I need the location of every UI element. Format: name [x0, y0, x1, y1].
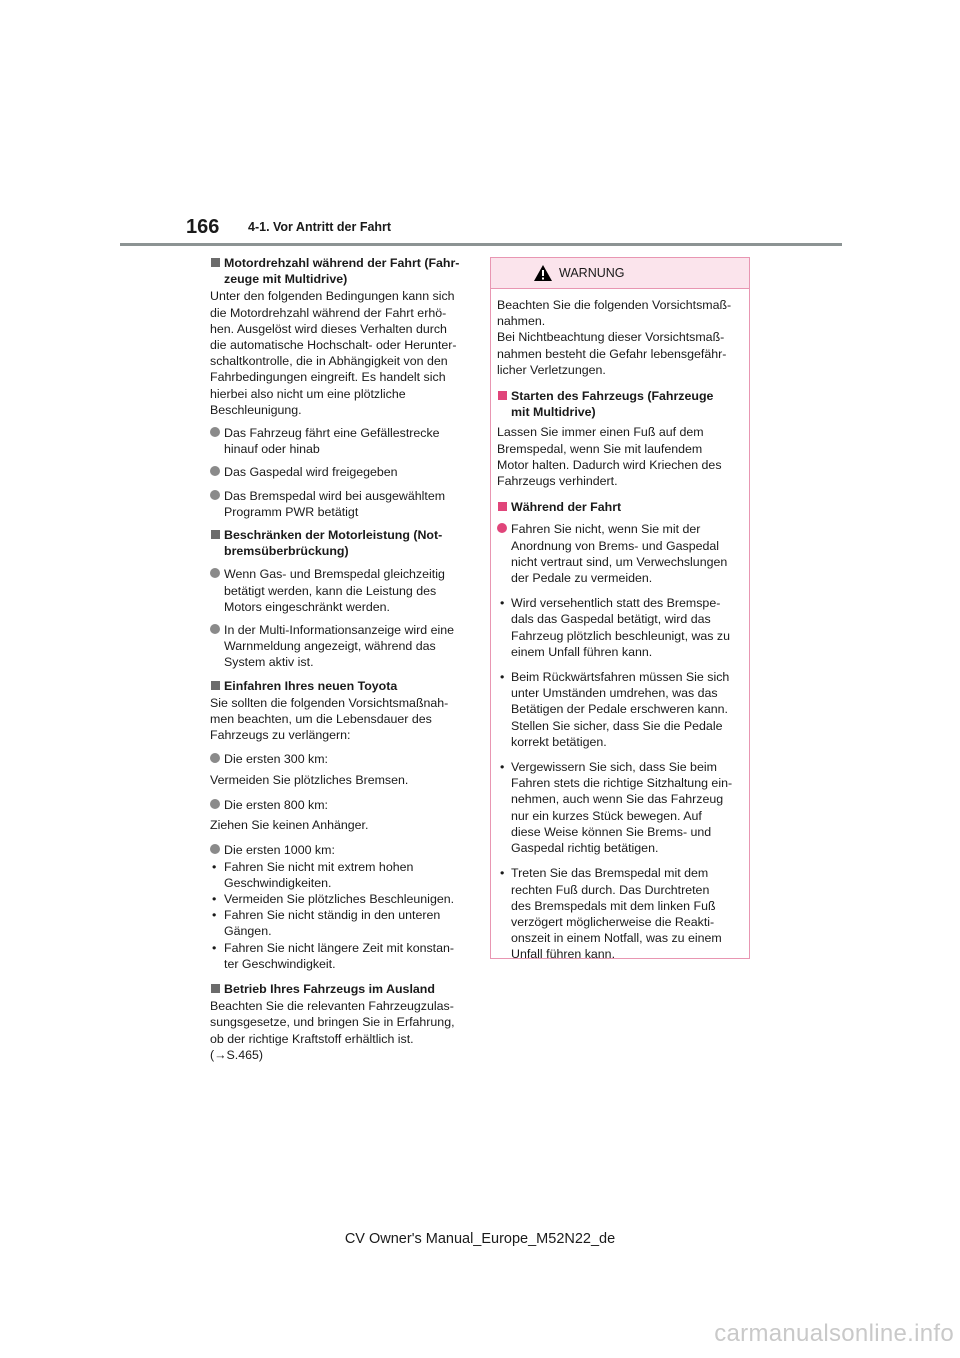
item-marker: •	[500, 866, 505, 881]
chapter-title: 4-1. Vor Antritt der Fahrt	[248, 220, 392, 234]
bullet-item	[210, 566, 472, 615]
line: hierbei also nicht um eine plötzliche	[210, 386, 406, 401]
sub-item	[210, 891, 472, 907]
line: Fahren Sie nicht längere Zeit mit konstan-	[224, 940, 455, 955]
line: men beachten, um die Lebensdauer des	[210, 712, 432, 727]
warning-triangle-icon	[533, 264, 553, 282]
line: Beschränken der Motorleistung (Not-	[224, 528, 443, 543]
line: Geschwindigkeiten.	[224, 875, 332, 890]
header-rule	[120, 243, 842, 246]
line: Starten des Fahrzeugs (Fahrzeuge	[511, 389, 714, 404]
line: licher Verletzungen.	[497, 362, 606, 377]
watermark: carmanualsonline.info	[714, 1320, 954, 1347]
section-title	[210, 255, 472, 287]
line: ob der richtige Kraftstoff erhältlich ist.	[210, 1031, 414, 1046]
item-marker: •	[500, 670, 505, 685]
page-reference-link[interactable]: (→S.465)	[210, 1047, 264, 1062]
line: Einfahren Ihres neuen Toyota	[224, 678, 398, 693]
line: Während der Fahrt	[511, 500, 622, 515]
line: Fahrzeugs zu verlängern:	[210, 728, 351, 743]
line: ter Geschwindigkeit.	[224, 956, 336, 971]
line: Warnmeldung angezeigt, während das	[224, 639, 436, 654]
line: schaltkontrolle, die in Abhängigkeit von den	[210, 354, 448, 369]
line: Die ersten 800 km:	[224, 797, 328, 812]
bullet-item	[210, 425, 472, 457]
item-marker: •	[212, 940, 217, 955]
line: Unfall führen kann.	[511, 947, 616, 962]
line: Beschleunigung.	[210, 402, 302, 417]
line: Betätigen der Pedale erschweren kann.	[511, 702, 728, 717]
line: Gängen.	[224, 924, 272, 939]
page-number: 166	[186, 216, 220, 238]
line: nahmen.	[497, 314, 546, 329]
line: Fahren stets die richtige Sitzhaltung ein-	[511, 776, 733, 791]
line: Fahrzeug plötzlich beschleunigt, was zu	[511, 628, 731, 643]
line: Fahrbedingungen eingreift. Es handelt sich	[210, 370, 446, 385]
warning-section-title	[497, 388, 743, 420]
warning-box	[490, 257, 750, 962]
line: Vermeiden Sie plötzliches Beschleunigen.	[224, 891, 455, 906]
section-title	[210, 678, 472, 694]
bullet-item	[210, 622, 472, 671]
paragraph	[210, 288, 472, 418]
sub-item	[210, 907, 472, 939]
item-marker: •	[212, 859, 217, 874]
line: hinauf oder hinab	[224, 442, 320, 457]
line: Stellen Sie sicher, dass Sie die Pedale	[511, 718, 723, 733]
line: der Pedale zu vermeiden.	[511, 571, 653, 586]
warning-header	[491, 258, 749, 289]
line: Das Fahrzeug fährt eine Gefällestrecke	[224, 426, 440, 441]
line: unter Umständen umdrehen, was das	[511, 686, 718, 701]
line: System aktiv ist.	[224, 655, 314, 670]
line: onszeit in einem Notfall, was zu einem	[511, 931, 722, 946]
line: Betrieb Ihres Fahrzeugs im Ausland	[224, 981, 435, 996]
line: des Bremspedals mit dem linken Fuß	[511, 898, 716, 913]
section-title	[210, 981, 472, 997]
line: Motor halten. Dadurch wird Kriechen des	[497, 457, 722, 472]
line: Lassen Sie immer einen Fuß auf dem	[497, 425, 704, 440]
warning-item	[497, 595, 743, 660]
line: Beim Rückwärtsfahren müssen Sie sich	[511, 670, 730, 685]
line: Fahren Sie nicht mit extrem hohen	[224, 859, 414, 874]
bullet-item	[210, 797, 472, 813]
line: Vergewissern Sie sich, dass Sie beim	[511, 760, 717, 775]
line: nicht vertraut sind, um Verwechslungen	[511, 554, 728, 569]
sub-item	[210, 940, 472, 972]
bullet-item	[210, 842, 472, 858]
warning-title: WARNUNG	[559, 266, 625, 280]
paragraph	[210, 998, 472, 1063]
line: Wird versehentlich statt des Bremspe-	[511, 596, 721, 611]
line: Anordnung von Brems- und Gaspedal	[511, 538, 720, 553]
item-marker: •	[212, 908, 217, 923]
line: Unter den folgenden Bedingungen kann sich	[210, 289, 455, 304]
bullet-item	[210, 751, 472, 767]
line: nahmen besteht die Gefahr lebensgefähr-	[497, 346, 727, 361]
line: Motordrehzahl während der Fahrt (Fahr-	[224, 256, 460, 270]
line: Die ersten 300 km:	[224, 752, 328, 767]
line: mit Multidrive)	[511, 405, 596, 420]
line: korrekt betätigen.	[511, 734, 607, 749]
warning-section-title	[497, 499, 743, 515]
line: sungsgesetze, und bringen Sie in Erfahrung,	[210, 1015, 455, 1030]
line: dals das Gaspedal betätigt, wird das	[511, 612, 711, 627]
line: die Motordrehzahl während der Fahrt erhö-	[210, 305, 447, 320]
line: Das Bremspedal wird bei ausgewähltem	[224, 488, 446, 503]
line: verzögert möglicherweise die Reakti-	[511, 914, 715, 929]
right-column	[490, 257, 750, 962]
page-header	[186, 214, 846, 244]
line: Beachten Sie die folgenden Vorsichtsmaß-	[497, 298, 732, 312]
paragraph: Vermeiden Sie plötzliches Bremsen.	[210, 772, 409, 787]
item-marker: •	[500, 760, 505, 775]
paragraph	[210, 695, 472, 744]
line: In der Multi-Informationsanzeige wird eine	[224, 623, 455, 638]
line: Beachten Sie die relevanten Fahrzeugzulas-	[210, 999, 454, 1014]
line: Die ersten 1000 km:	[224, 843, 335, 858]
line: Bremspedal, wenn Sie mit laufendem	[497, 441, 703, 456]
line: Das Gaspedal wird freigegeben	[224, 465, 398, 480]
warning-item	[497, 759, 743, 856]
warning-body	[491, 289, 749, 963]
line: die automatische Hochschalt- oder Herunter-	[210, 338, 457, 353]
warning-item	[497, 669, 743, 750]
line: Bei Nichtbeachtung dieser Vorsichtsmaß-	[497, 330, 725, 345]
line: einem Unfall führen kann.	[511, 644, 653, 659]
bullet-item	[210, 464, 472, 480]
line: Treten Sie das Bremspedal mit dem	[511, 866, 709, 881]
line: rechten Fuß durch. Das Durchtreten	[511, 882, 710, 897]
warning-bullet	[497, 521, 743, 586]
paragraph: Ziehen Sie keinen Anhänger.	[210, 818, 369, 833]
bullet-item	[210, 488, 472, 520]
line: Gaspedal richtig betätigen.	[511, 841, 659, 856]
line: Fahren Sie nicht, wenn Sie mit der	[511, 522, 701, 537]
line: Fahren Sie nicht ständig in den unteren	[224, 908, 441, 923]
section-title	[210, 527, 472, 559]
line: bremsüberbrückung)	[224, 544, 349, 559]
line: Motors eingeschränkt werden.	[224, 599, 390, 614]
warning-intro	[497, 297, 743, 378]
line: Fahrzeugs verhindert.	[497, 474, 618, 489]
line: Sie sollten die folgenden Vorsichtsmaßnah-	[210, 695, 449, 710]
line: nehmen, auch wenn Sie das Fahrzeug	[511, 792, 724, 807]
line: betätigt werden, kann die Leistung des	[224, 583, 437, 598]
line: Wenn Gas- und Bremspedal gleichzeitig	[224, 567, 445, 582]
left-column	[210, 255, 472, 1063]
warning-paragraph	[497, 424, 743, 489]
line: diese Weise können Sie Brems- und	[511, 824, 712, 839]
line: zeuge mit Multidrive)	[224, 272, 348, 287]
item-marker: •	[212, 891, 217, 906]
sub-item	[210, 859, 472, 891]
line: Programm PWR betätigt	[224, 504, 359, 519]
item-marker: •	[500, 596, 505, 611]
line: nur ein kurzes Stück bewegen. Auf	[511, 808, 702, 823]
warning-item	[497, 865, 743, 962]
line: hen. Ausgelöst wird dieses Verhalten durch	[210, 321, 447, 336]
footer-doc-id: CV Owner's Manual_Europe_M52N22_de	[344, 1231, 616, 1247]
